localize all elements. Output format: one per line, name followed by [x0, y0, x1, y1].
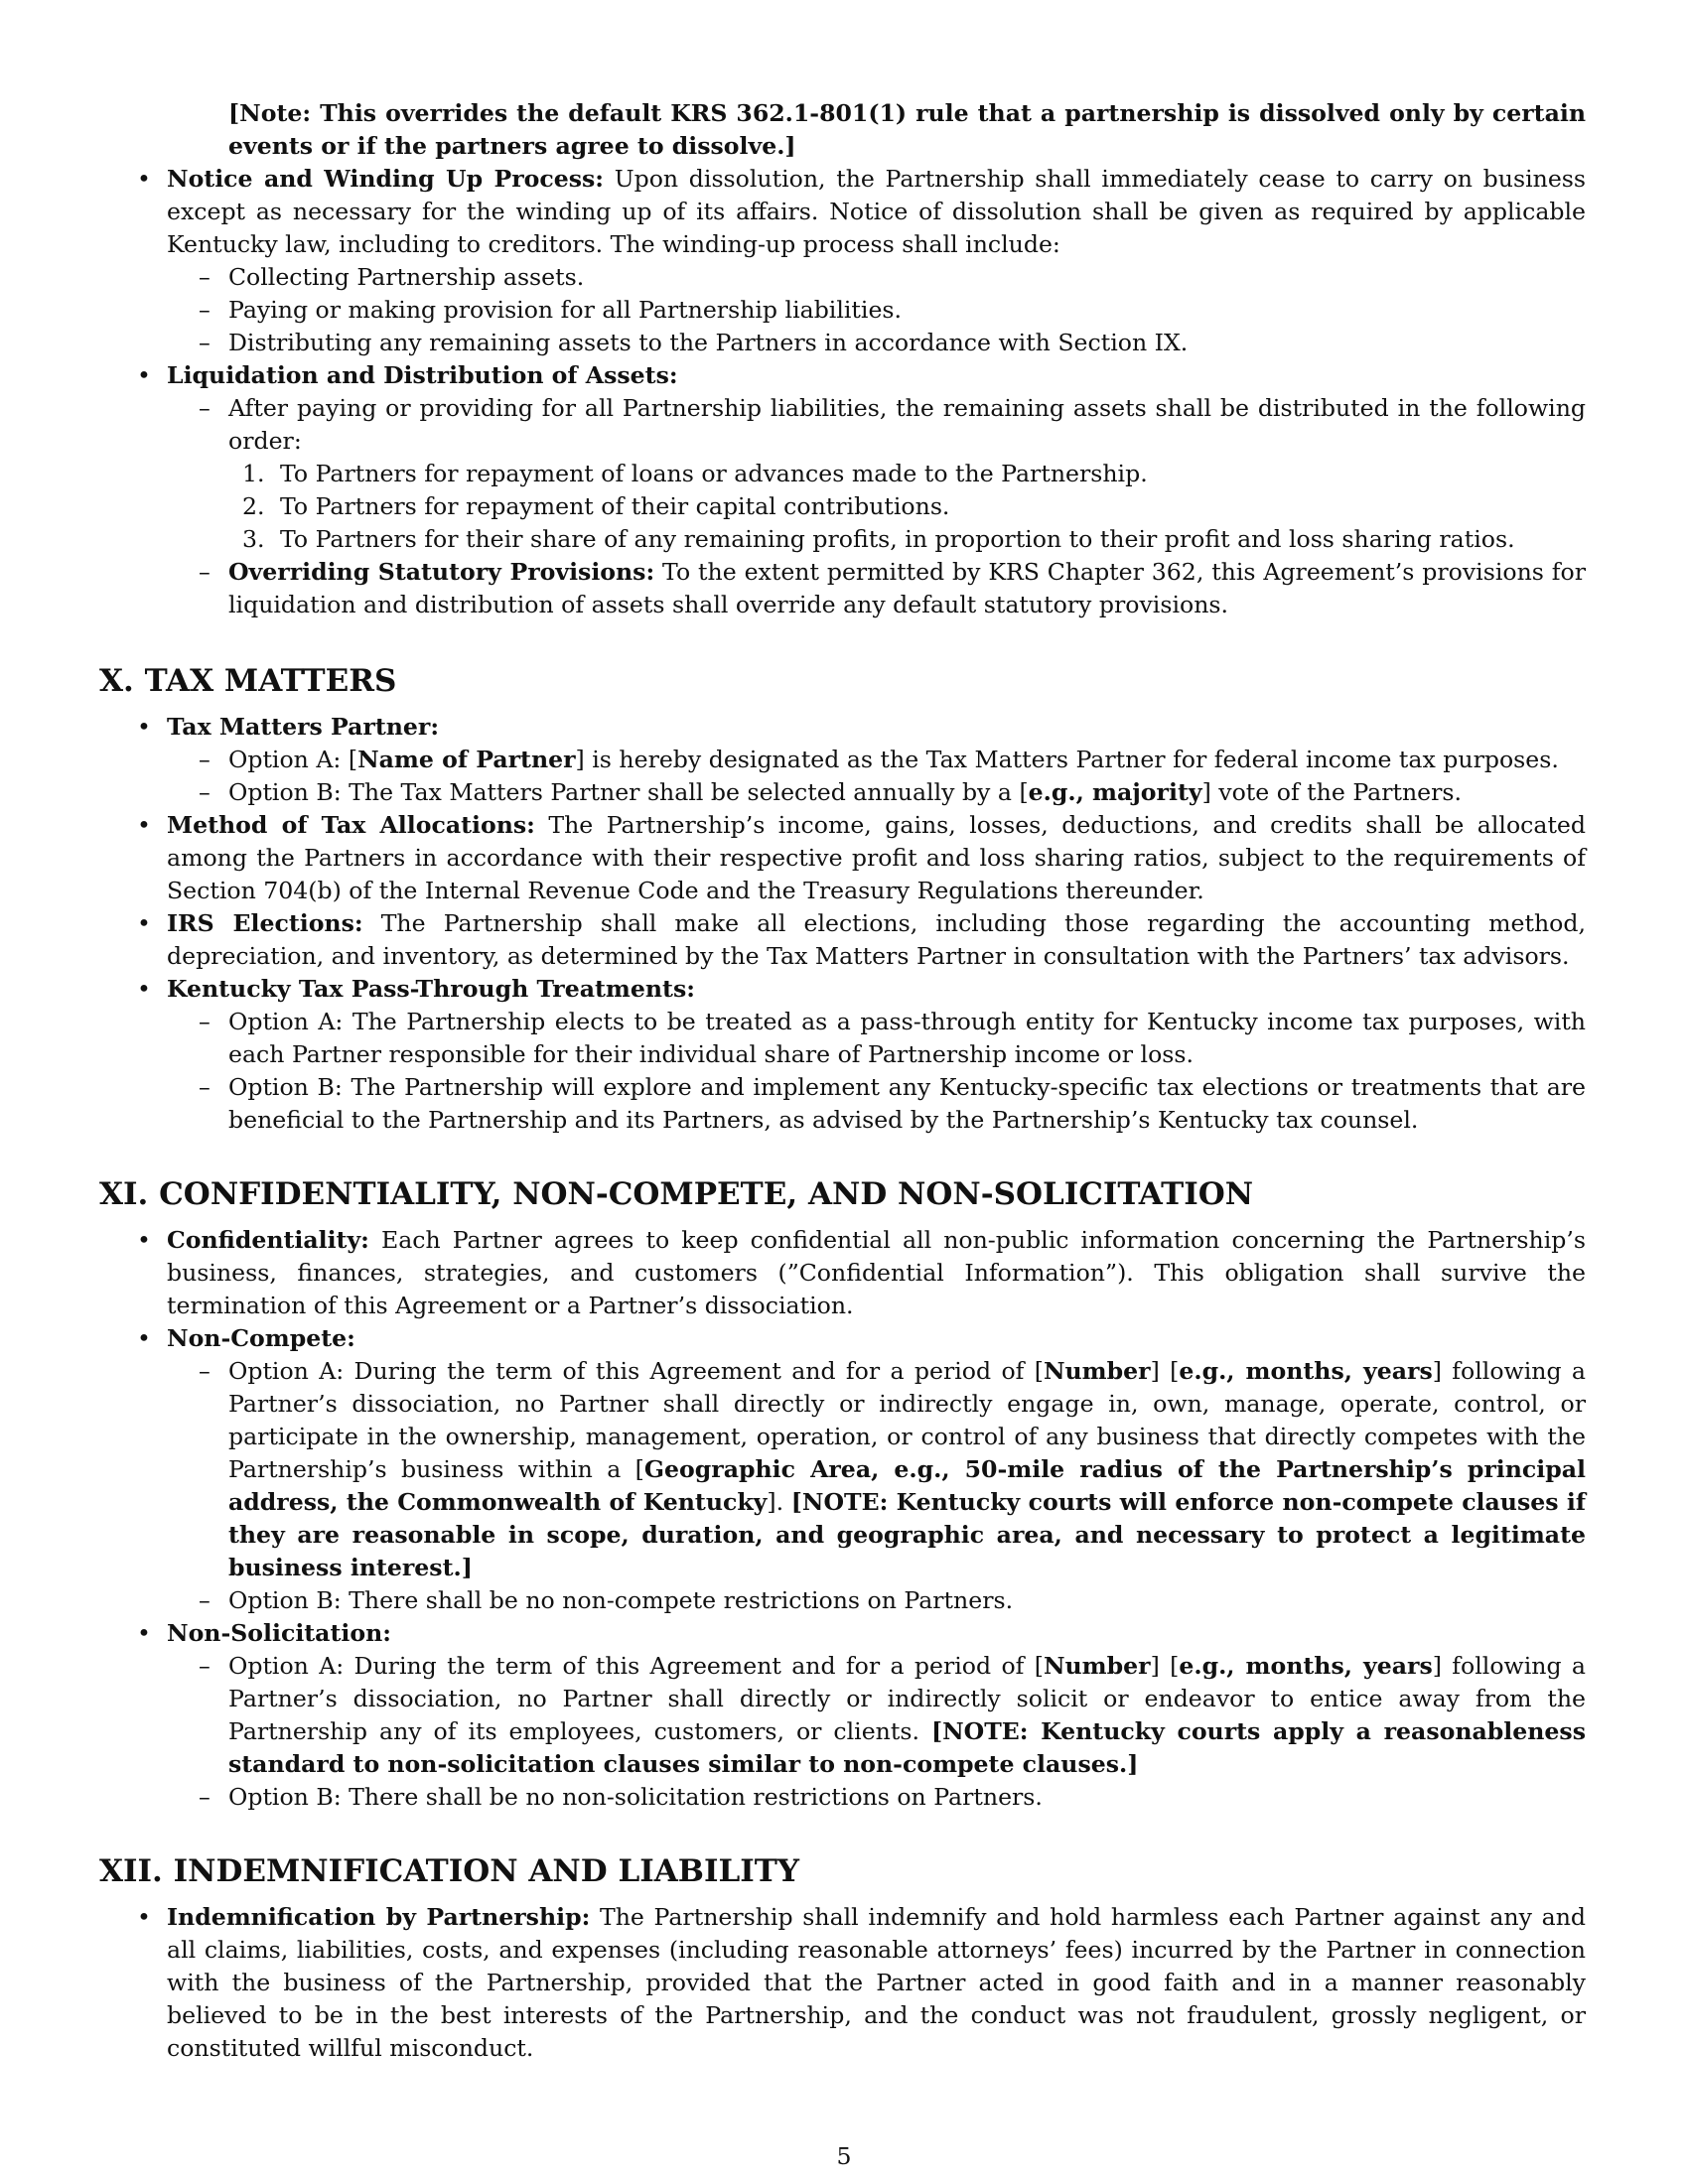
list-item: 3. To Partners for their share of any remaining profits, in proportion to their profit and loss sharing ratios. — [228, 523, 1586, 556]
dash-icon: – — [199, 778, 211, 806]
confidentiality-item: • Confidentiality: Each Partner agrees to keep confidential all non-public information concerning the Partnership’s business, finances, strategies, and customers (”Confidential Information”). This obligation shall survive the termination of this Agreement or a Partner’s dissociation. — [137, 1226, 1586, 1319]
kentucky-pass-through-item: • Kentucky Tax Pass-Through Treatments: – Option A: The Partnership elects to be treated as a pass-through entity for Kentucky income tax purposes, with each Partner responsible for their individual share of Partnership income or loss. – Option B: The Partnership will explore and implement any Kentucky-specific tax elections or treatments that are beneficial to the Partnership and its Partners, as advised by the Partnership’s Kentucky tax counsel. — [99, 973, 1586, 1137]
section-heading-confidentiality: XI. CONFIDENTIALITY, NON-COMPETE, AND NON-SOLICITATION — [99, 1176, 1254, 1212]
indemnification-list — [99, 1901, 1586, 2065]
confidentiality-list — [99, 1224, 1586, 1814]
page-number: 5 — [836, 2142, 852, 2170]
bullet-icon: • — [137, 1903, 151, 1931]
bullet-icon: • — [137, 361, 151, 389]
tax-matters-partner-options — [167, 744, 1586, 809]
bullet-icon: • — [137, 811, 151, 839]
winding-up-steps — [167, 261, 1586, 359]
notice-winding-up-item: • Notice and Winding Up Process: Upon dissolution, the Partnership shall immediately cease to carry on business except as necessary for the winding up of its affairs. Notice of dissolution shall be given as required by applicable Kentucky law, including to creditors. The winding-up process shall include: – Collecting Partnership assets. – Paying or making provision for all Partnership liabilities. – Distributing any remaining assets to the Partners in accordance with Section IX. — [99, 163, 1586, 359]
bullet-icon: • — [137, 909, 151, 937]
dash-icon: – — [199, 296, 211, 324]
dash-icon: – — [199, 1008, 211, 1035]
override-note: [Note: This overrides the default KRS 362.1-801(1) rule that a partnership is dissolved only by certain events or if the partners agree to dissolve.] — [228, 99, 1586, 160]
dash-icon: – — [199, 1586, 211, 1614]
tax-matters-partner-item: • Tax Matters Partner: – Option A: [Name of Partner] is hereby designated as the Tax Matters Partner for federal income tax purposes. – Option B: The Tax Matters Partner shall be selected annually by a [e.g., majority] vote of the Partners. — [99, 711, 1586, 809]
bullet-icon: • — [137, 165, 151, 193]
list-item: – Collecting Partnership assets. — [167, 261, 1586, 294]
list-item: – Option B: There shall be no non-solicitation restrictions on Partners. — [167, 1781, 1586, 1814]
list-item: – Option A: [Name of Partner] is hereby designated as the Tax Matters Partner for federal income tax purposes. — [167, 744, 1586, 776]
dash-icon: – — [199, 394, 211, 422]
distribution-order — [228, 458, 1586, 556]
dash-icon: – — [199, 329, 211, 356]
dash-icon: – — [199, 746, 211, 773]
list-item: – Distributing any remaining assets to the Partners in accordance with Section IX. — [167, 327, 1586, 359]
tax-matters-list — [99, 711, 1586, 1137]
non-solicitation-options — [167, 1650, 1586, 1814]
indemnification-item: • Indemnification by Partnership: The Partnership shall indemnify and hold harmless each Partner against any and all claims, liabilities, costs, and expenses (including reasonable attorneys’ fees) incurred by the Partner in connection with the business of the Partnership, provided that the Partner acted in good faith and in a manner reasonably believed to be in the best interests of the Partnership, and the conduct was not fraudulent, grossly negligent, or constituted willful misconduct. — [137, 1903, 1586, 2062]
method-tax-allocations-item: • Method of Tax Allocations: The Partnership’s income, gains, losses, deductions, and credits shall be allocated among the Partners in accordance with their respective profit and loss sharing ratios, subject to the requirements of Section 704(b) of the Internal Revenue Code and the Treasury Regulations thereunder. — [137, 811, 1586, 904]
bullet-icon: • — [137, 975, 151, 1003]
dissolution-list — [99, 163, 1586, 621]
list-item: – After paying or providing for all Partnership liabilities, the remaining assets shall be distributed in the following order: 1. To Partners for repayment of loans or advances made to the Partnership. 2. To Partners for repayment of their capital contributions. 3. To Partners for their share of any remaining profits, in proportion to their profit and loss sharing ratios. — [167, 392, 1586, 556]
list-item: 1. To Partners for repayment of loans or advances made to the Partnership. — [228, 458, 1586, 490]
list-item: – Option B: The Tax Matters Partner shall be selected annually by a [e.g., majority] vote of the Partners. — [167, 776, 1586, 809]
list-item: – Option A: The Partnership elects to be treated as a pass-through entity for Kentucky income tax purposes, with each Partner responsible for their individual share of Partnership income or loss. — [199, 1008, 1586, 1068]
dash-icon: – — [199, 1652, 211, 1680]
bullet-icon: • — [137, 1226, 151, 1254]
list-item: – Option A: During the term of this Agreement and for a period of [Number] [e.g., months, years] following a Partner’s dissociation, no Partner shall directly or indirectly solicit or endeavor to entice away from the Partnership any of its employees, customers, or clients. [NOTE: Kentucky courts apply a reasonableness standard to non-solicitation clauses similar to non-compete clauses.] — [199, 1652, 1587, 1778]
kentucky-options — [167, 1006, 1586, 1137]
item-number: 1. — [242, 460, 265, 487]
non-compete-item: • Non-Compete: – Option A: During the term of this Agreement and for a period of [Number] [e.g., months, years] following a Partner’s dissociation, no Partner shall directly or indirectly engage in, own, manage, operate, control, or participate in the ownership, management, operation, or control of any business that directly competes with the Partnership’s business within a [Geographic Area, e.g., 50-mile radius of the Partnership’s principal address, the Commonwealth of Kentucky]. [NOTE: Kentucky courts will enforce non-compete clauses if they are reasonable in scope, duration, and geographic area, and necessary to protect a legitimate business interest.] – Option B: There shall be no non-compete restrictions on Partners. — [99, 1322, 1586, 1617]
list-item: – Paying or making provision for all Partnership liabilities. — [167, 294, 1586, 327]
item-number: 3. — [242, 525, 265, 553]
liquidation-sublist — [167, 392, 1586, 621]
non-compete-options — [167, 1355, 1586, 1617]
liquidation-item: • Liquidation and Distribution of Assets: – After paying or providing for all Partnership liabilities, the remaining assets shall be distributed in the following order: 1. To Partners for repayment of loans or advances made to the Partnership. 2. To Partners for repayment of their capital contributions. 3. To Partners for their share of any remaining profits, in proportion to their profit and loss sharing ratios. – Overriding Statutory Provisions: To the extent permitted by KRS Chapter 362, this Agreement’s provisions for liquidation and distribution of assets shall override any default statutory provisions. — [99, 359, 1586, 621]
dash-icon: – — [199, 1783, 211, 1811]
list-item: – Option A: During the term of this Agreement and for a period of [Number] [e.g., months, years] following a Partner’s dissociation, no Partner shall directly or indirectly engage in, own, manage, operate, control, or participate in the ownership, management, operation, or control of any business that directly competes with the Partnership’s business within a [Geographic Area, e.g., 50-mile radius of the Partnership’s principal address, the Commonwealth of Kentucky]. [NOTE: Kentucky courts will enforce non-compete clauses if they are reasonable in scope, duration, and geographic area, and necessary to protect a legitimate business interest.] — [199, 1357, 1586, 1581]
dash-icon: – — [199, 1073, 211, 1101]
list-item: – Option B: The Partnership will explore and implement any Kentucky-specific tax elections or treatments that are beneficial to the Partnership and its Partners, as advised by the Partnership’s Kentucky tax counsel. — [199, 1073, 1586, 1134]
list-item: 2. To Partners for repayment of their capital contributions. — [228, 490, 1586, 523]
list-item: – Option B: There shall be no non-compete restrictions on Partners. — [167, 1584, 1586, 1617]
item-number: 2. — [242, 492, 265, 520]
document-page — [99, 97, 1586, 2065]
dash-icon: – — [199, 263, 211, 291]
non-solicitation-item: • Non-Solicitation: – Option A: During the term of this Agreement and for a period of [Number] [e.g., months, years] following a Partner’s dissociation, no Partner shall directly or indirectly solicit or endeavor to entice away from the Partnership any of its employees, customers, or clients. [NOTE: Kentucky courts apply a reasonableness standard to non-solicitation clauses similar to non-compete clauses.] – Option B: There shall be no non-solicitation restrictions on Partners. — [99, 1617, 1586, 1814]
section-heading-tax-matters: X. TAX MATTERS — [99, 663, 397, 699]
bullet-icon: • — [137, 1324, 151, 1352]
dash-icon: – — [199, 1357, 211, 1385]
section-heading-indemnification: XII. INDEMNIFICATION AND LIABILITY — [99, 1853, 799, 1889]
bullet-icon: • — [137, 1619, 151, 1647]
list-item: – Overriding Statutory Provisions: To the extent permitted by KRS Chapter 362, this Agreement’s provisions for liquidation and distribution of assets shall override any default statutory provisions. — [199, 558, 1586, 618]
bullet-icon: • — [137, 713, 151, 741]
dash-icon: – — [199, 558, 211, 586]
irs-elections-item: • IRS Elections: The Partnership shall make all elections, including those regarding the accounting method, depreciation, and inventory, as determined by the Tax Matters Partner in consultation with the Partners’ tax advisors. — [137, 909, 1586, 970]
